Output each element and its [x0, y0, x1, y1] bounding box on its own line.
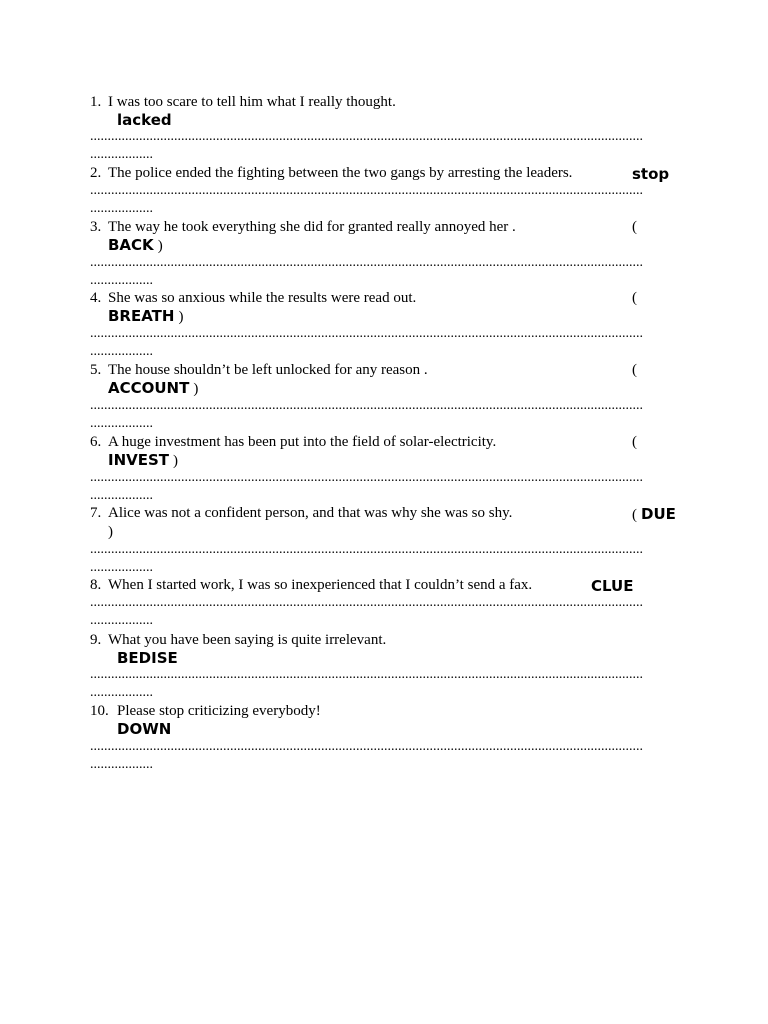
item-number: 9. [90, 632, 102, 648]
answer-line-continuation[interactable]: .................. [90, 613, 153, 628]
item-number: 2. [90, 165, 102, 181]
keyword-group [108, 379, 198, 398]
close-paren: ) [193, 381, 199, 397]
item-sentence: What you have been saying is quite irrelevant. [108, 632, 387, 648]
keyword: stop [632, 165, 670, 183]
close-paren: ) [178, 309, 184, 325]
item-number: 1. [90, 94, 102, 110]
answer-line[interactable]: .............................................................................................................................................................. [90, 129, 643, 144]
keyword: lacked [117, 111, 172, 129]
answer-line[interactable]: .............................................................................................................................................................. [90, 542, 643, 557]
item-sentence: When I started work, I was so inexperienced that I couldn’t send a fax. [108, 577, 533, 593]
answer-line-continuation[interactable]: .................. [90, 147, 153, 162]
open-paren: ( [632, 362, 637, 378]
answer-line-continuation[interactable]: .................. [90, 416, 153, 431]
keyword-group [108, 236, 163, 255]
keyword-group [108, 451, 178, 470]
answer-line-continuation[interactable]: .................. [90, 273, 153, 288]
item-number: 8. [90, 577, 102, 593]
item-sentence: The house shouldn’t be left unlocked for any reason . [108, 362, 428, 378]
open-paren: ( [632, 219, 637, 235]
item-number: 6. [90, 434, 102, 450]
item-number: 10. [90, 703, 109, 719]
open-paren: ( [632, 290, 637, 306]
close-paren: ) [173, 453, 179, 469]
item-number: 5. [90, 362, 102, 378]
answer-line-continuation[interactable]: .................. [90, 344, 153, 359]
answer-line[interactable]: .............................................................................................................................................................. [90, 326, 643, 341]
item-number: 4. [90, 290, 102, 306]
answer-line-continuation[interactable]: .................. [90, 685, 153, 700]
answer-line-continuation[interactable]: .................. [90, 757, 153, 772]
item-sentence: A huge investment has been put into the field of solar-electricity. [108, 434, 497, 450]
item-number: 3. [90, 219, 102, 235]
item-sentence: Please stop criticizing everybody! [117, 703, 321, 719]
answer-line[interactable]: .............................................................................................................................................................. [90, 470, 643, 485]
close-paren: ) [157, 238, 163, 254]
answer-line-continuation[interactable]: .................. [90, 560, 153, 575]
keyword: INVEST [108, 451, 170, 469]
answer-line[interactable]: .............................................................................................................................................................. [90, 398, 643, 413]
keyword-group [108, 307, 183, 326]
item-sentence: I was too scare to tell him what I really thought. [108, 94, 396, 110]
answer-line[interactable]: .............................................................................................................................................................. [90, 255, 643, 270]
item-number: 7. [90, 505, 102, 521]
open-paren: ( [632, 507, 637, 523]
keyword-group [632, 505, 676, 524]
answer-line-continuation[interactable]: .................. [90, 488, 153, 503]
keyword: DUE [641, 505, 676, 523]
keyword: BACK [108, 236, 154, 254]
keyword: DOWN [117, 720, 172, 738]
answer-line[interactable]: .............................................................................................................................................................. [90, 183, 643, 198]
answer-line[interactable]: .............................................................................................................................................................. [90, 739, 643, 754]
close-paren: ) [108, 524, 113, 540]
keyword: CLUE [591, 577, 634, 595]
item-sentence: The police ended the fighting between the two gangs by arresting the leaders. [108, 165, 573, 181]
item-sentence: She was so anxious while the results were read out. [108, 290, 417, 306]
item-sentence: The way he took everything she did for granted really annoyed her . [108, 219, 516, 235]
answer-line[interactable]: .............................................................................................................................................................. [90, 595, 643, 610]
keyword: ACCOUNT [108, 379, 190, 397]
answer-line-continuation[interactable]: .................. [90, 201, 153, 216]
open-paren: ( [632, 434, 637, 450]
keyword: BEDISE [117, 649, 178, 667]
item-sentence: Alice was not a confident person, and that was why she was so shy. [108, 505, 513, 521]
keyword: BREATH [108, 307, 175, 325]
answer-line[interactable]: .............................................................................................................................................................. [90, 667, 643, 682]
